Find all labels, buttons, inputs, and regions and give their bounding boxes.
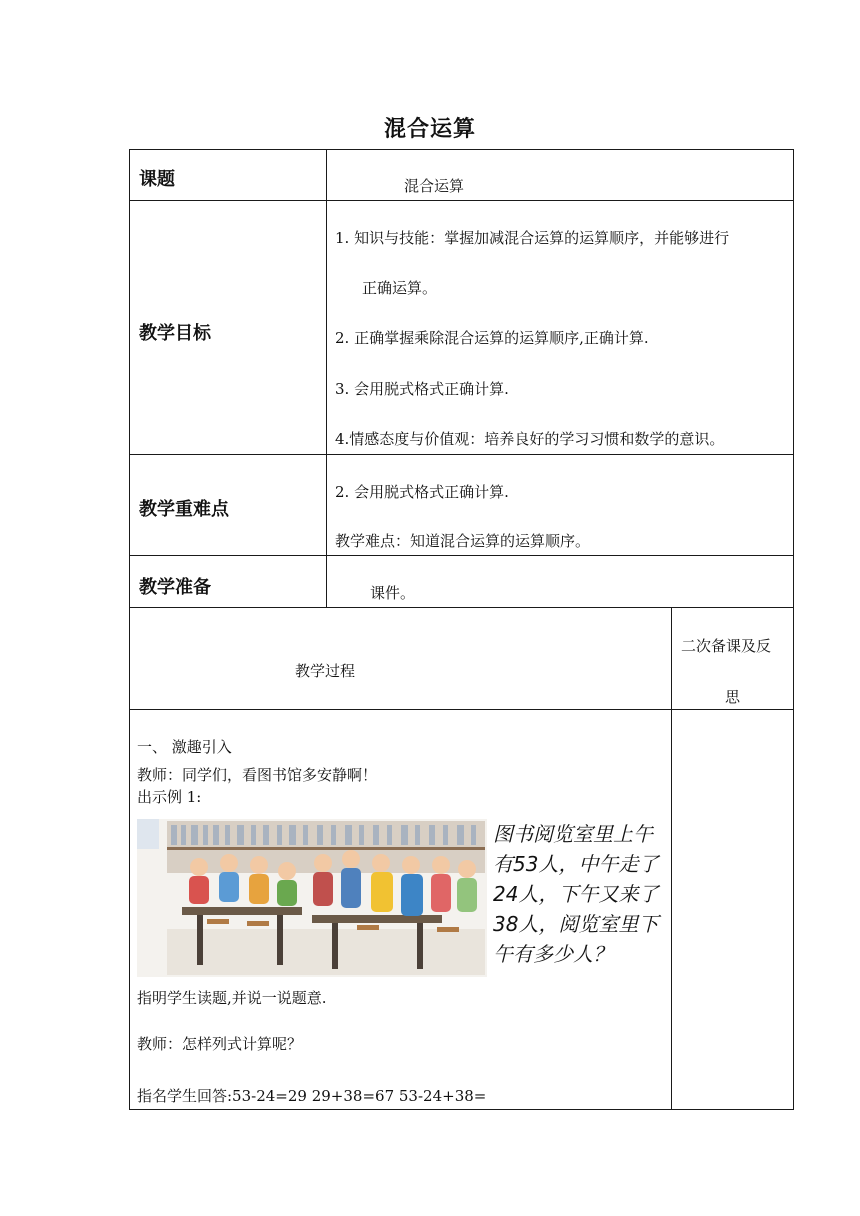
table-border-bottom (129, 1109, 794, 1110)
column-divider (326, 149, 327, 608)
table-border-left (129, 149, 130, 1110)
objective-item: 正确运算。 (362, 279, 438, 297)
objective-item: 2. 正确掌握乘除混合运算的运算顺序,正确计算. (335, 329, 649, 347)
row-divider (129, 709, 794, 710)
objective-item: 1. 知识与技能：掌握加减混合运算的运算顺序，并能够进行 (335, 229, 730, 247)
process-line: 教师：同学们，看图书馆多安静啊！ (137, 766, 378, 784)
process-line: 出示例 1: (137, 788, 202, 806)
key-point-item: 教学难点：知道混合运算的运算顺序。 (335, 532, 591, 550)
example-problem-text: 图书阅览室里上午 有53人，中午走了 24人，下午又来了 38人，阅览室里下 午有多少人？ (493, 822, 659, 966)
reflection-header-line2: 思 (725, 688, 741, 706)
process-header: 教学过程 (295, 662, 356, 680)
objective-item: 4.情感态度与价值观：培养良好的学习习惯和数学的意识。 (335, 430, 725, 448)
column-divider (671, 607, 672, 1110)
row-divider (129, 607, 794, 608)
library-scene-image (137, 819, 487, 977)
key-points-label: 教学重难点 (139, 499, 229, 520)
process-line: 一、 激趣引入 (137, 738, 232, 756)
topic-label: 课题 (139, 169, 175, 190)
preparation-label: 教学准备 (139, 577, 211, 598)
preparation-value: 课件。 (370, 584, 416, 602)
topic-value: 混合运算 (404, 177, 465, 195)
reflection-header-line1: 二次备课及反 (681, 637, 772, 655)
key-point-item: 2. 会用脱式格式正确计算. (335, 483, 509, 501)
process-line: 指名学生回答:53-24=29 29+38=67 53-24+38= (137, 1087, 487, 1105)
row-divider (129, 454, 794, 455)
objectives-label: 教学目标 (139, 323, 211, 344)
table-border-right (793, 149, 794, 1110)
row-divider (129, 200, 794, 201)
document-title: 混合运算 (383, 117, 476, 142)
process-line: 教师：怎样列式计算呢？ (137, 1035, 303, 1053)
example-illustration (137, 819, 665, 977)
lesson-plan-table (129, 149, 794, 1110)
process-line: 指明学生读题,并说一说题意. (137, 989, 327, 1007)
objective-item: 3. 会用脱式格式正确计算. (335, 380, 509, 398)
row-divider (129, 555, 794, 556)
table-border-top (129, 149, 794, 150)
